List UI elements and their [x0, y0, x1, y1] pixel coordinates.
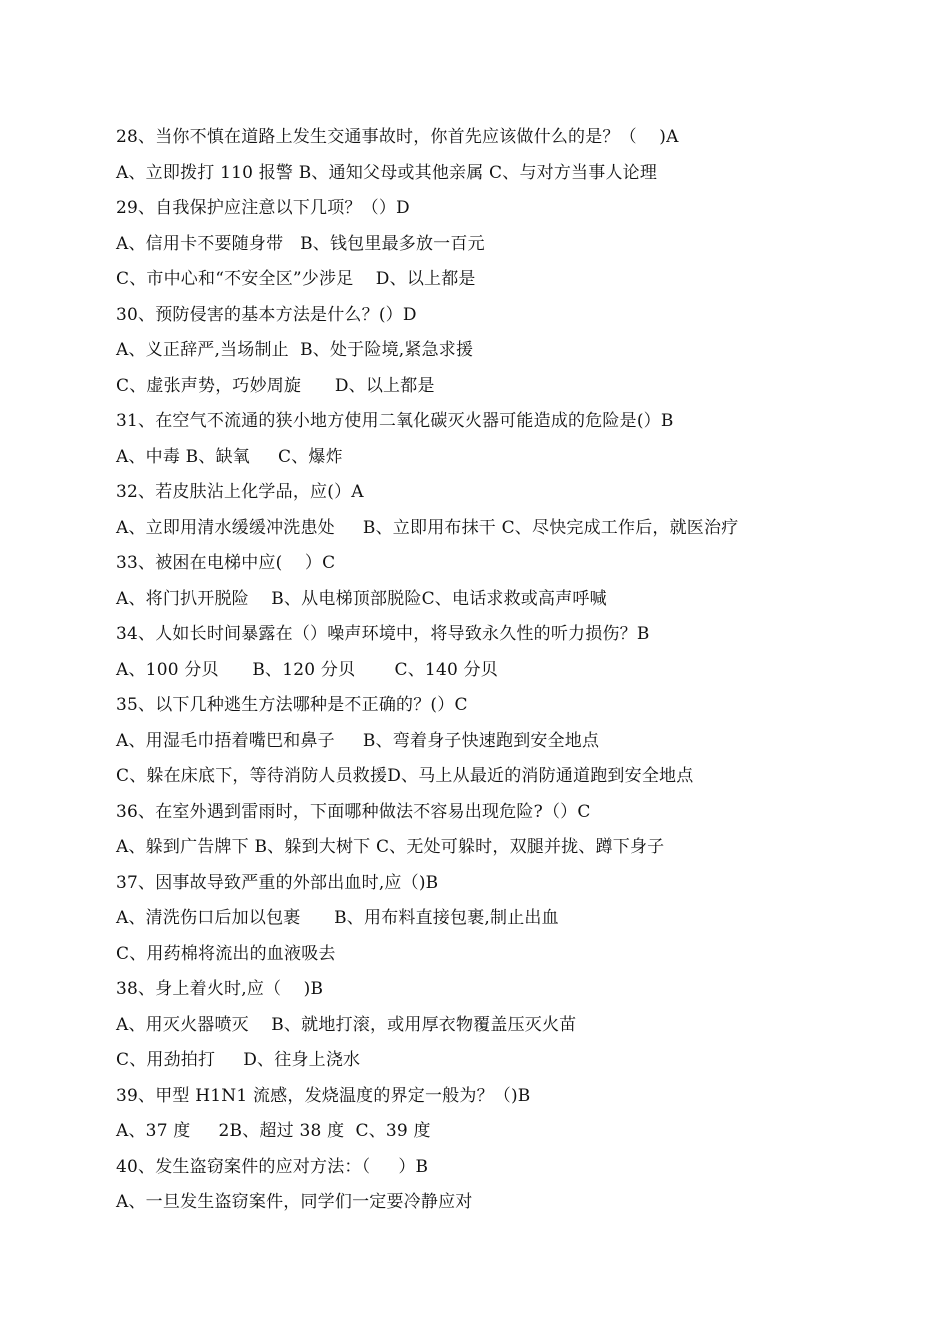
question-28: 28、当你不慎在道路上发生交通事故时，你首先应该做什么的是？（ )A [116, 127, 679, 147]
question-34: 34、人如长时间暴露在（）噪声环境中，将导致永久性的听力损伤？B [116, 624, 650, 644]
options-40-a: A、一旦发生盗窃案件，同学们一定要冷静应对 [116, 1192, 473, 1212]
question-32: 32、若皮肤沾上化学品，应(）A [116, 482, 364, 502]
question-40: 40、发生盗窃案件的应对方法：（ ）B [116, 1156, 429, 1177]
options-33: A、将门扒开脱险 B、从电梯顶部脱险C、电话求救或高声呼喊 [116, 588, 607, 609]
question-39: 39、甲型 H1N1 流感，发烧温度的界定一般为？（)B [116, 1085, 531, 1106]
options-35-cd: C、躲在床底下，等待消防人员救援D、马上从最近的消防通道跑到安全地点 [116, 766, 694, 786]
options-37-c: C、用药棉将流出的血液吸去 [116, 943, 336, 964]
options-38-ab: A、用灭火器喷灭 B、就地打滚，或用厚衣物覆盖压灭火苗 [116, 1014, 577, 1035]
question-31: 31、在空气不流通的狭小地方使用二氧化碳灭火器可能造成的危险是(）B [116, 411, 674, 431]
question-38: 38、身上着火时,应（ )B [116, 979, 324, 999]
options-39: A、37 度 2B、超过 38 度 C、39 度 [116, 1121, 431, 1141]
options-31: A、中毒 B、缺氧 C、爆炸 [116, 446, 343, 467]
question-30: 30、预防侵害的基本方法是什么？(）D [116, 304, 417, 325]
options-28: A、立即拨打 110 报警 B、通知父母或其他亲属 C、与对方当事人论理 [116, 162, 658, 183]
options-35-ab: A、用湿毛巾捂着嘴巴和鼻子 B、弯着身子快速跑到安全地点 [116, 730, 600, 751]
options-34: A、100 分贝 B、120 分贝 C、140 分贝 [116, 659, 498, 680]
options-37-ab: A、清洗伤口后加以包裹 B、用布料直接包裹,制止出血 [116, 908, 559, 928]
options-38-cd: C、用劲拍打 D、往身上浇水 [116, 1050, 361, 1070]
options-32: A、立即用清水缓缓冲洗患处 B、立即用布抹干 C、尽快完成工作后，就医治疗 [116, 517, 739, 538]
question-36: 36、在室外遇到雷雨时，下面哪种做法不容易出现危险?（）C [116, 801, 591, 822]
question-33: 33、被困在电梯中应( ）C [116, 553, 336, 573]
question-list [116, 120, 916, 1221]
options-29-ab: A、信用卡不要随身带 B、钱包里最多放一百元 [116, 233, 485, 254]
options-36: A、躲到广告牌下 B、躲到大树下 C、无处可躲时，双腿并拢、蹲下身子 [116, 837, 665, 857]
options-30-ab: A、义正辞严,当场制止 B、处于险境,紧急求援 [116, 340, 474, 360]
options-29-cd: C、市中心和“不安全区”少涉足 D、以上都是 [116, 269, 476, 289]
question-35: 35、以下几种逃生方法哪种是不正确的？(）C [116, 695, 468, 715]
question-37: 37、因事故导致严重的外部出血时,应（)B [116, 872, 439, 893]
options-30-cd: C、虚张声势，巧妙周旋 D、以上都是 [116, 375, 435, 396]
question-29: 29、自我保护应注意以下几项？（）D [116, 198, 410, 218]
